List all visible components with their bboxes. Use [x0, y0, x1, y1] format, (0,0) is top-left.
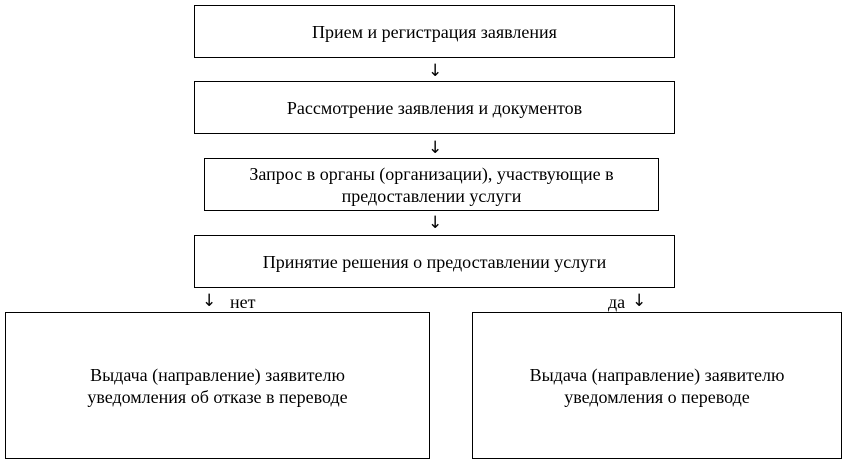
step-decision-box	[194, 235, 675, 288]
branch-refusal-label-line2: уведомления об отказе в переводе	[87, 386, 348, 407]
branch-approval-label-line2: уведомления о переводе	[564, 386, 750, 407]
arrow-down-icon: ↓	[428, 138, 443, 158]
step-review-label: Рассмотрение заявления и документов	[286, 97, 583, 118]
branch-no-label: нет	[230, 292, 256, 312]
step-review-box	[194, 81, 675, 134]
step-reception-box	[194, 5, 675, 58]
branch-approval-label-line1: Выдача (направление) заявителю	[529, 364, 785, 385]
step-request-label-line1: Запрос в органы (организации), участвующие в	[249, 163, 614, 184]
step-request-box	[204, 158, 659, 211]
arrow-down-icon: ↓	[428, 213, 443, 233]
branch-approval-box	[472, 312, 842, 459]
arrow-down-icon: ↓	[632, 291, 647, 311]
branch-yes-label: да	[608, 292, 626, 312]
step-request-label-line2: предоставлении услуги	[341, 185, 522, 206]
step-decision-label: Принятие решения о предоставлении услуги	[262, 251, 607, 272]
branch-refusal-label-line1: Выдача (направление) заявителю	[90, 364, 345, 385]
arrow-down-icon: ↓	[202, 291, 217, 311]
step-reception-label: Прием и регистрация заявления	[312, 21, 557, 42]
arrow-down-icon: ↓	[428, 61, 443, 81]
branch-refusal-box	[5, 312, 430, 459]
